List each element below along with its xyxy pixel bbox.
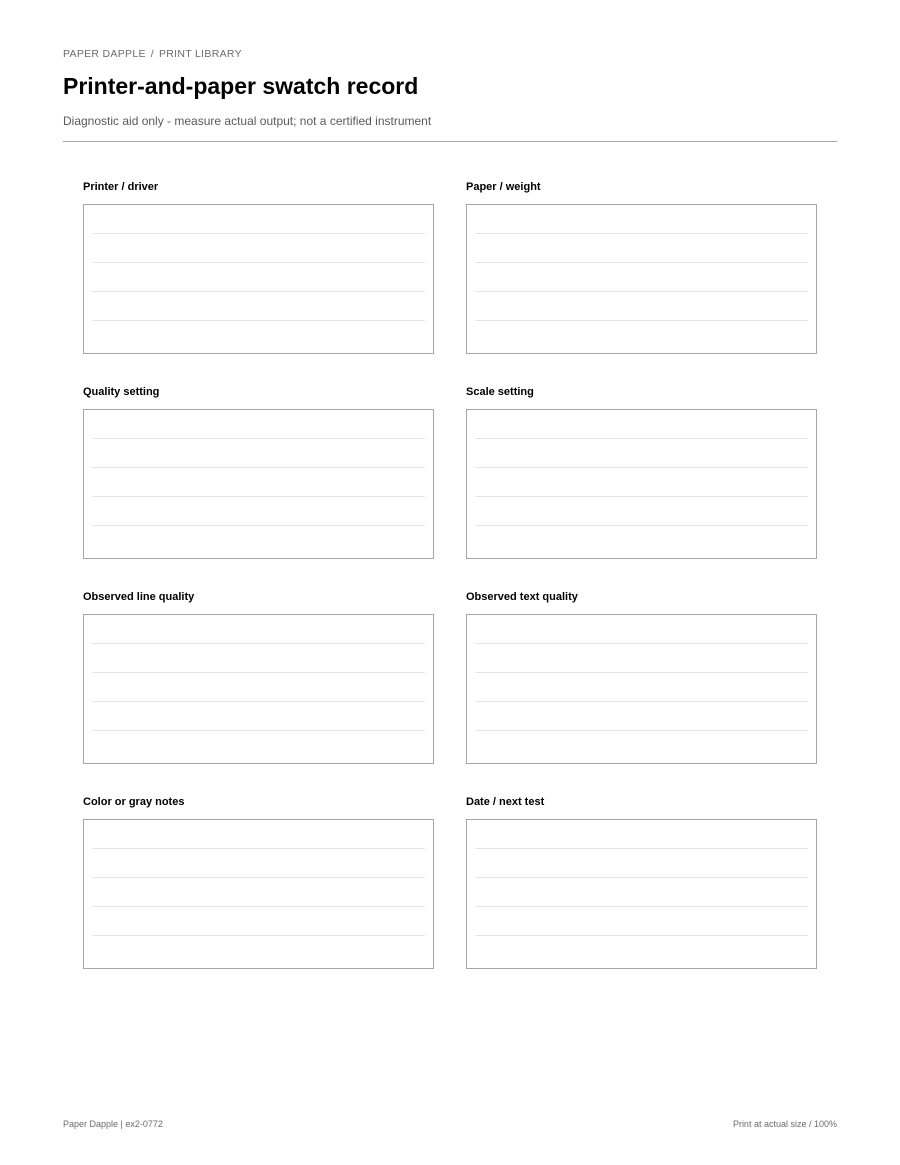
page-title: Printer-and-paper swatch record (63, 73, 419, 99)
write-line (92, 701, 425, 702)
observed-line-quality-write-box[interactable] (83, 614, 434, 764)
breadcrumb-item-print-library: PRINT LIBRARY (159, 48, 242, 60)
color-or-gray-notes-write-box[interactable] (83, 819, 434, 969)
write-line (475, 233, 808, 234)
field-date-next-test (466, 796, 817, 969)
write-line (92, 672, 425, 673)
write-line (92, 233, 425, 234)
write-line (475, 525, 808, 526)
observed-text-quality-write-box[interactable] (466, 614, 817, 764)
write-line (475, 935, 808, 936)
write-line (92, 320, 425, 321)
date-next-test-write-box[interactable] (466, 819, 817, 969)
write-line (475, 496, 808, 497)
write-line (475, 643, 808, 644)
footer-document-id: Paper Dapple | ex2-0772 (63, 1119, 163, 1129)
printer-driver-write-box[interactable] (83, 204, 434, 354)
field-scale-setting (466, 386, 817, 559)
write-line (92, 730, 425, 731)
write-line (92, 643, 425, 644)
write-line (475, 730, 808, 731)
form-grid (83, 181, 817, 969)
write-line (475, 906, 808, 907)
write-line (92, 262, 425, 263)
write-line (475, 877, 808, 878)
field-label: Scale setting (466, 386, 534, 398)
field-color-or-gray-notes (83, 796, 434, 969)
write-line (92, 467, 425, 468)
breadcrumb (63, 48, 242, 60)
field-label: Printer / driver (83, 181, 159, 193)
write-line (92, 438, 425, 439)
write-line (92, 877, 425, 878)
footer-print-instruction: Print at actual size / 100% (732, 1119, 837, 1129)
paper-weight-write-box[interactable] (466, 204, 817, 354)
field-label: Quality setting (83, 386, 160, 398)
write-line (475, 848, 808, 849)
field-label: Date / next test (466, 796, 545, 808)
write-line (92, 496, 425, 497)
field-label: Paper / weight (466, 181, 541, 193)
field-observed-line-quality (83, 591, 434, 764)
field-label: Observed text quality (466, 591, 578, 603)
write-line (475, 320, 808, 321)
scale-setting-write-box[interactable] (466, 409, 817, 559)
quality-setting-write-box[interactable] (83, 409, 434, 559)
write-line (475, 467, 808, 468)
field-label: Observed line quality (83, 591, 195, 603)
header-divider (63, 141, 837, 142)
write-line (475, 438, 808, 439)
breadcrumb-separator: / (150, 48, 154, 60)
write-line (475, 672, 808, 673)
field-printer-driver (83, 181, 434, 354)
write-line (92, 906, 425, 907)
write-line (92, 935, 425, 936)
write-line (92, 848, 425, 849)
field-quality-setting (83, 386, 434, 559)
field-paper-weight (466, 181, 817, 354)
write-line (92, 291, 425, 292)
field-label: Color or gray notes (83, 796, 185, 808)
write-line (475, 701, 808, 702)
write-line (475, 291, 808, 292)
write-line (475, 262, 808, 263)
page-subtitle: Diagnostic aid only - measure actual output; not a certified instrument (63, 114, 432, 128)
write-line (92, 525, 425, 526)
breadcrumb-item-paper-dapple: PAPER DAPPLE (63, 48, 146, 60)
field-observed-text-quality (466, 591, 817, 764)
